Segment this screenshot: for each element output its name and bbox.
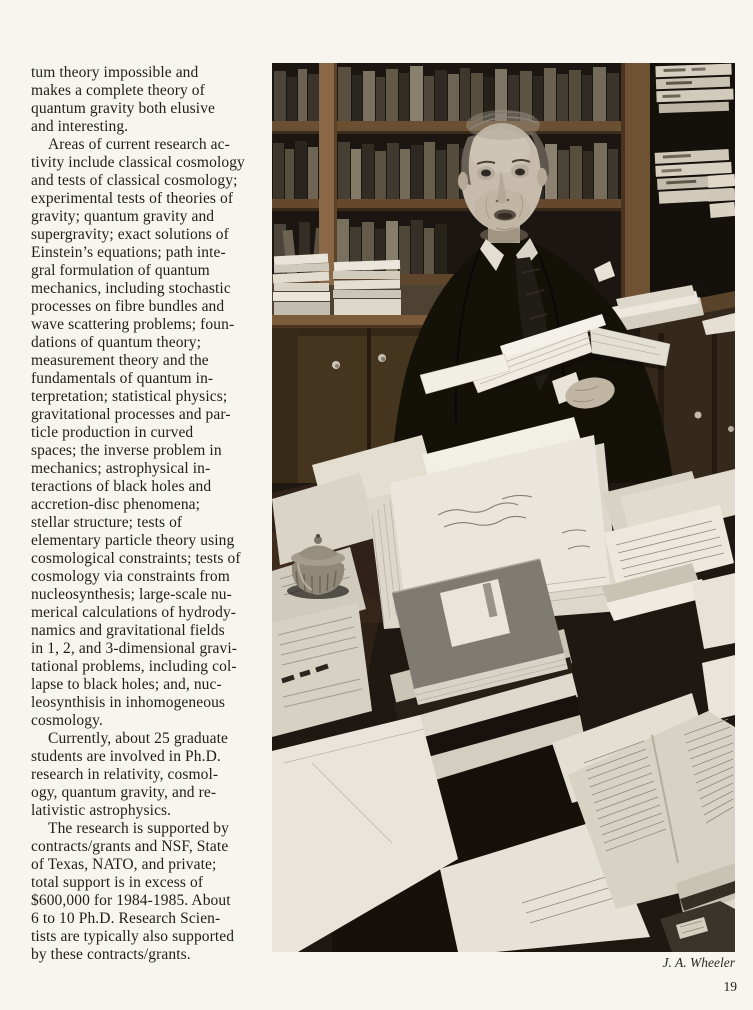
text-line: mechanics; astrophysical in-	[31, 460, 211, 477]
wheeler-photo	[272, 63, 735, 952]
text-line: The research is supported by	[48, 820, 229, 837]
text-line: accretion-disc phenomena;	[31, 496, 201, 513]
text-line: gral formulation of quantum	[31, 262, 210, 279]
text-line: Areas of current research ac-	[48, 136, 230, 153]
page-number: 19	[723, 979, 737, 994]
text-line: 6 to 10 Ph.D. Research Scien-	[31, 910, 221, 927]
text-line: by these contracts/grants.	[31, 946, 191, 963]
photo-caption: J. A. Wheeler	[662, 955, 735, 970]
eye-right	[515, 169, 525, 176]
text-line: Einstein’s equations; path inte-	[31, 244, 226, 261]
text-line: terpretation; statistical physics;	[31, 388, 228, 405]
text-line: tists are typically also supported	[31, 928, 235, 945]
text-line: total support is in excess of	[31, 874, 204, 891]
photo-figure	[272, 63, 735, 952]
text-line: lapse to black holes; and, nuc-	[31, 676, 222, 693]
text-line: and tests of classical cosmology;	[31, 172, 238, 189]
text-line: students are involved in Ph.D.	[31, 748, 221, 765]
text-line: measurement theory and the	[31, 352, 209, 369]
text-line: namics and gravitational fields	[31, 622, 225, 639]
shelf-upright-center	[621, 63, 650, 321]
text-line: spaces; the inverse problem in	[31, 442, 222, 459]
text-line: gravity; quantum gravity and	[31, 208, 215, 225]
text-line: stellar structure; tests of	[31, 514, 183, 531]
text-line: quantum gravity both elusive	[31, 100, 216, 117]
article-text	[31, 64, 270, 964]
text-line: contracts/grants and NSF, State	[31, 838, 229, 855]
text-line: elementary particle theory using	[31, 532, 235, 549]
text-line: cosmology via constraints from	[31, 568, 230, 585]
text-line: dations of quantum theory;	[31, 334, 202, 351]
text-line: research in relativity, cosmol-	[31, 766, 219, 783]
desk	[272, 417, 735, 952]
text-line: gravitational processes and par-	[31, 406, 231, 423]
side-table-knob	[695, 412, 702, 419]
text-line: processes on fibre bundles and	[31, 298, 225, 315]
text-line: cosmological constraints; tests of	[31, 550, 241, 567]
eye-left	[481, 170, 491, 177]
text-line: and interesting.	[31, 118, 129, 135]
text-line: fundamentals of quantum in-	[31, 370, 214, 387]
text-line: makes a complete theory of	[31, 82, 205, 99]
text-line: tational problems, including col-	[31, 658, 237, 675]
text-line: ticle production in curved	[31, 424, 194, 441]
text-line: supergravity; exact solutions of	[31, 226, 229, 243]
text-line: $600,000 for 1984-1985. About	[31, 892, 231, 909]
text-line: merical calculations of hydrody-	[31, 604, 237, 621]
text-line: tum theory impossible and	[31, 64, 199, 81]
text-line: nucleosynthesis; large-scale nu-	[31, 586, 232, 603]
ear-right	[537, 168, 547, 186]
text-line: lativistic astrophysics.	[31, 802, 172, 819]
text-line: teractions of black holes and	[31, 478, 212, 495]
text-line: tivity include classical cosmology	[31, 154, 245, 171]
text-line: leosynthisis in inhomogeneous	[31, 694, 226, 711]
text-line: cosmology.	[31, 712, 103, 729]
text-line: mechanics, including stochastic	[31, 280, 231, 297]
article-column	[31, 64, 270, 964]
text-line: wave scattering problems; foun-	[31, 316, 235, 333]
side-table-knob	[728, 426, 734, 432]
text-line: ogy, quantum gravity, and re-	[31, 784, 217, 801]
text-line: Currently, about 25 graduate	[48, 730, 228, 747]
text-line: experimental tests of theories of	[31, 190, 234, 207]
text-line: in 1, 2, and 3-dimensional gravi-	[31, 640, 238, 657]
ear-left	[458, 172, 468, 190]
text-line: of Texas, NATO, and private;	[31, 856, 217, 873]
counter-paper-stacks	[273, 254, 401, 316]
